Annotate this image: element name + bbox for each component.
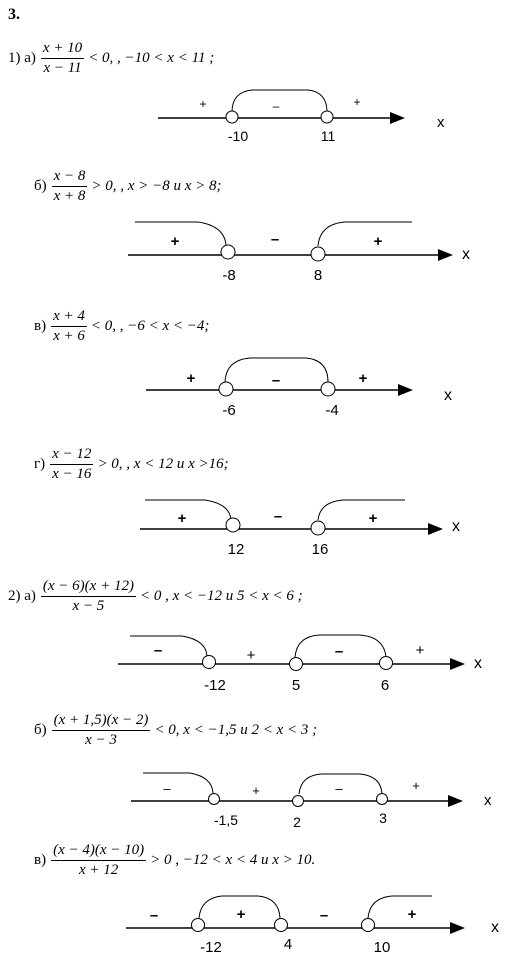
part-label: 1) а) xyxy=(8,50,36,66)
numerator: (x − 4)(x − 10) xyxy=(51,842,146,861)
sign: + xyxy=(407,906,417,923)
sign: + xyxy=(353,95,361,109)
sign: – xyxy=(273,508,283,525)
sign: + xyxy=(412,778,420,793)
denominator: x − 3 xyxy=(85,732,117,748)
sign: + xyxy=(358,370,368,387)
numerator: x + 10 xyxy=(41,40,84,59)
sign: + xyxy=(199,97,207,111)
axis-label: x xyxy=(474,655,482,672)
sign: + xyxy=(373,233,383,250)
point-label: -4 xyxy=(325,402,339,419)
part-label: г) xyxy=(34,456,46,472)
inequality-rest: > 0 , −12 < x < 4 и x > 10. xyxy=(150,852,316,868)
point-label: 10 xyxy=(373,939,391,956)
part-label: 2) а) xyxy=(8,588,36,604)
point-label: -8 xyxy=(222,267,236,284)
point-label: 16 xyxy=(311,541,329,558)
sign: + xyxy=(186,370,196,387)
denominator: x + 8 xyxy=(53,188,86,204)
sign: – xyxy=(334,643,344,660)
numerator: x − 8 xyxy=(52,168,88,187)
numerator: x − 12 xyxy=(50,446,93,465)
inequality-rest: < 0 , x < −12 и 5 < x < 6 ; xyxy=(139,588,303,604)
sign: – xyxy=(271,372,281,389)
sign: – xyxy=(153,642,163,659)
point-label: 11 xyxy=(320,128,336,144)
denominator: x + 6 xyxy=(53,328,85,344)
denominator: x − 5 xyxy=(72,598,105,614)
part-label: б) xyxy=(34,722,47,738)
numerator: (x + 1,5)(x − 2) xyxy=(52,712,151,731)
denominator: x − 16 xyxy=(52,466,92,482)
point-label: 5 xyxy=(291,677,301,694)
part-label: б) xyxy=(34,178,47,194)
sign: + xyxy=(415,642,425,659)
point-label: -12 xyxy=(204,677,226,694)
point-label: 4 xyxy=(283,936,293,953)
point-label: -12 xyxy=(200,939,222,956)
part-label: в) xyxy=(34,852,47,868)
numerator: x + 4 xyxy=(51,308,87,327)
sign: + xyxy=(170,233,180,250)
point-label: 3 xyxy=(379,810,387,826)
axis-label: x xyxy=(462,246,470,263)
sign: – xyxy=(319,907,329,924)
axis-label: x xyxy=(491,919,499,936)
sign: + xyxy=(177,510,187,527)
denominator: x − 11 xyxy=(43,60,82,76)
point-label: -10 xyxy=(227,128,249,144)
point-label: 6 xyxy=(380,677,390,694)
denominator: x + 12 xyxy=(78,862,119,878)
sign: + xyxy=(368,510,378,527)
part-label: в) xyxy=(34,318,47,334)
sign: – xyxy=(163,781,171,796)
point-label: 2 xyxy=(293,814,301,830)
numerator: (x − 6)(x + 12) xyxy=(41,578,136,597)
inequality-rest: < 0, x < −1,5 и 2 < x < 3 ; xyxy=(154,722,318,738)
axis-label: x xyxy=(437,114,445,131)
inequality-rest: > 0, , x < 12 и x >16; xyxy=(97,456,229,472)
sign: + xyxy=(246,647,256,664)
axis-label: x xyxy=(484,792,492,809)
point-label: -1,5 xyxy=(213,812,239,828)
inequality-rest: < 0, , −6 < x < −4; xyxy=(90,318,210,334)
point-label: 12 xyxy=(227,541,245,558)
sign: – xyxy=(272,99,280,113)
sign: + xyxy=(236,906,246,923)
axis-label: x xyxy=(452,518,460,535)
sign: – xyxy=(149,907,159,924)
point-label: 8 xyxy=(313,267,323,284)
axis-label: x xyxy=(444,387,452,404)
sign: – xyxy=(270,231,280,248)
sign: + xyxy=(252,783,260,798)
problem-number: 3. xyxy=(8,6,20,23)
inequality-rest: > 0, , x > −8 и x > 8; xyxy=(91,178,222,194)
inequality-rest: < 0, , −10 < x < 11 ; xyxy=(88,50,215,66)
point-label: -6 xyxy=(222,402,236,419)
sign: – xyxy=(335,781,343,796)
